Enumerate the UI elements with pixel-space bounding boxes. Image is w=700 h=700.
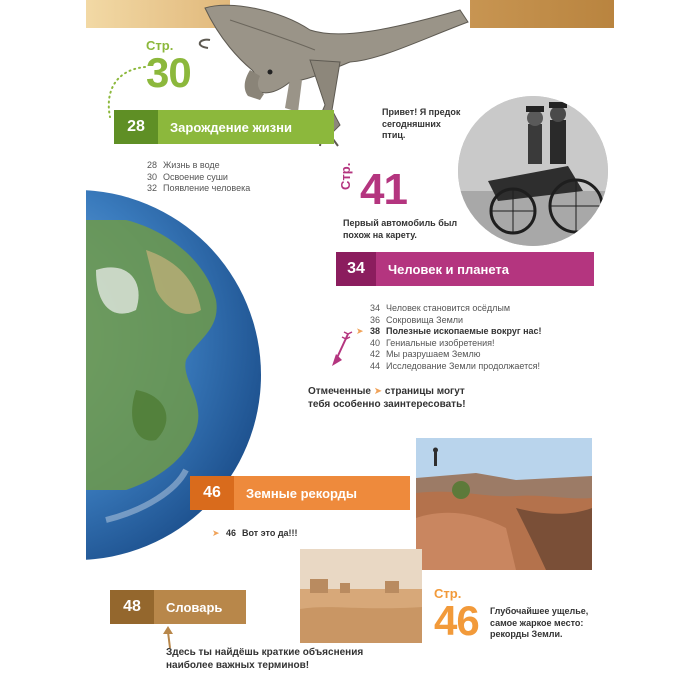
dino-speech: Привет! Я предок сегодняшних птиц. bbox=[382, 107, 461, 140]
page-number: 46 bbox=[434, 597, 479, 644]
arrow-icon bbox=[326, 330, 356, 378]
section-title: Человек и планета bbox=[376, 252, 594, 286]
marker-arrow-icon: ➤ bbox=[373, 386, 383, 397]
marker-arrow-icon: ➤ bbox=[356, 326, 364, 336]
page-label: Стр. bbox=[146, 38, 174, 53]
toc-item[interactable]: 42 Мы разрушаем Землю bbox=[370, 349, 481, 359]
page-number: 30 bbox=[146, 49, 191, 96]
note-text-rest: могут тебя особенно заинтересовать! bbox=[308, 386, 466, 410]
toc-item[interactable]: 28 Жизнь в воде bbox=[147, 160, 220, 170]
desert-photo bbox=[300, 549, 422, 643]
section-34-header[interactable] bbox=[336, 252, 594, 286]
section-46-header[interactable] bbox=[190, 476, 410, 510]
toc-item[interactable]: 44 Исследование Земли продолжается! bbox=[370, 360, 541, 371]
marked-pages-note bbox=[308, 385, 478, 411]
section-number: 28 bbox=[114, 110, 158, 144]
marker-arrow-icon: ➤ bbox=[212, 528, 220, 538]
note-text-before: Отмеченные bbox=[308, 386, 371, 397]
glossary-note: Здесь ты найдёшь краткие объяснения наиболее важных терминов! bbox=[166, 647, 364, 671]
toc-item[interactable]: 34 Человек становится осёдлым bbox=[370, 303, 511, 313]
section-number: 48 bbox=[110, 590, 154, 624]
toc-item[interactable]: 36 Сокровища Земли bbox=[370, 314, 464, 325]
section-46-toc bbox=[212, 528, 298, 540]
note-text-after: страницы bbox=[384, 386, 434, 397]
section-number: 34 bbox=[336, 252, 376, 286]
section-title: Словарь bbox=[154, 590, 246, 624]
toc-item[interactable]: 40 Гениальные изобретения! bbox=[370, 337, 495, 348]
toc-item[interactable]: 30 Освоение суши bbox=[147, 171, 228, 182]
canyon-photo bbox=[416, 438, 592, 570]
page-label: Стр. bbox=[434, 586, 462, 601]
section-48-header[interactable] bbox=[110, 590, 246, 624]
page-callout-41-number bbox=[360, 165, 407, 214]
section-number: 46 bbox=[190, 476, 234, 510]
page-number: 41 bbox=[360, 165, 407, 214]
car-caption: Первый автомобиль был похож на карету. bbox=[343, 218, 458, 240]
toc-item-marked[interactable]: ➤ 38 Полезные ископаемые вокруг нас! bbox=[356, 326, 542, 336]
section-title: Зарождение жизни bbox=[158, 110, 334, 144]
canyon-caption: Глубочайшее ущелье, самое жаркое место: рекорды Земли. bbox=[490, 606, 589, 639]
section-34-toc bbox=[356, 303, 542, 372]
section-title: Земные рекорды bbox=[234, 476, 410, 510]
toc-item[interactable]: 32 Появление человека bbox=[147, 183, 251, 193]
page-callout-46 bbox=[434, 586, 479, 644]
section-28-header[interactable] bbox=[114, 110, 334, 144]
toc-item-marked[interactable]: ➤ 46 Вот это да!!! bbox=[212, 528, 298, 538]
page-callout-30 bbox=[146, 38, 191, 96]
page-label: Стр. bbox=[338, 162, 353, 190]
car-photo bbox=[458, 96, 608, 246]
